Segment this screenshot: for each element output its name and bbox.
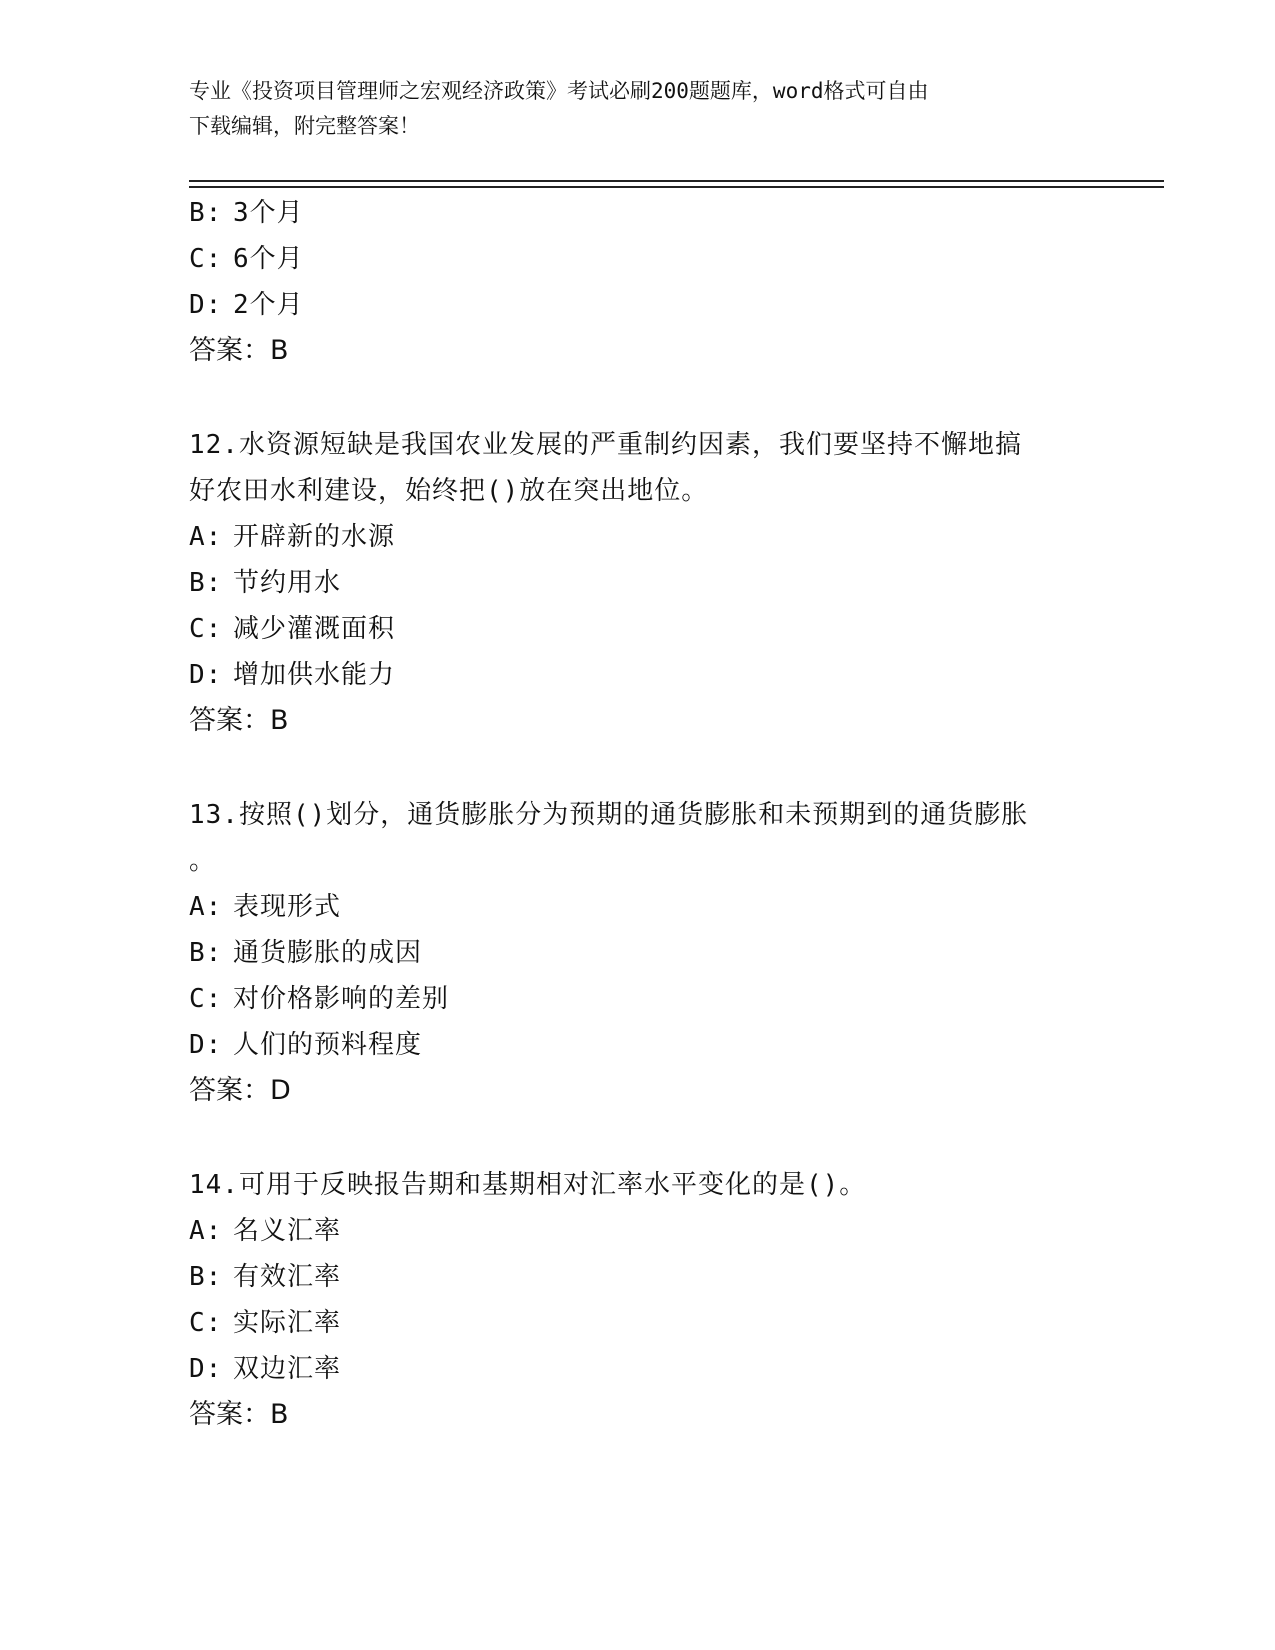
answer-line: 答案：B — [189, 335, 289, 366]
question-text: 13.按照()划分，通货膨胀分为预期的通货膨胀和未预期到的通货膨胀 — [189, 800, 1029, 830]
option-d: D: 增加供水能力 — [189, 660, 396, 690]
option-c: C: 对价格影响的差别 — [189, 984, 450, 1014]
option-b: B: 节约用水 — [189, 568, 342, 598]
question-block-12 — [189, 422, 1089, 744]
question-text: 14.可用于反映报告期和基期相对汇率水平变化的是()。 — [189, 1170, 867, 1200]
question-block-14 — [189, 1162, 1089, 1438]
option-b: B: 3个月 — [189, 198, 304, 228]
option-d: D: 2个月 — [189, 290, 304, 320]
header-line-1: 专业《投资项目管理师之宏观经济政策》考试必刷200题题库，word格式可自由 — [189, 79, 929, 103]
option-b: B: 有效汇率 — [189, 1262, 342, 1292]
answer-line: 答案：B — [189, 1399, 289, 1430]
option-d: D: 人们的预料程度 — [189, 1030, 423, 1060]
question-text-cont: 好农田水利建设，始终把()放在突出地位。 — [189, 476, 709, 506]
document-header — [189, 74, 1089, 144]
header-divider-top — [189, 180, 1164, 182]
option-a: A: 名义汇率 — [189, 1216, 342, 1246]
answer-line: 答案：D — [189, 1075, 291, 1106]
question-text: 12.水资源短缺是我国农业发展的严重制约因素，我们要坚持不懈地搞 — [189, 430, 1022, 460]
option-b: B: 通货膨胀的成因 — [189, 938, 423, 968]
option-d: D: 双边汇率 — [189, 1354, 342, 1384]
option-a: A: 表现形式 — [189, 892, 342, 922]
question-list — [189, 190, 1089, 1438]
question-block-13 — [189, 792, 1089, 1114]
option-c: C: 实际汇率 — [189, 1308, 342, 1338]
question-text-cont: 。 — [189, 846, 217, 876]
option-c: C: 减少灌溉面积 — [189, 614, 396, 644]
header-divider-bottom — [189, 186, 1164, 188]
option-c: C: 6个月 — [189, 244, 304, 274]
option-a: A: 开辟新的水源 — [189, 522, 396, 552]
answer-line: 答案：B — [189, 705, 289, 736]
header-line-2: 下载编辑，附完整答案！ — [189, 114, 420, 138]
question-block-prev — [189, 190, 1089, 374]
